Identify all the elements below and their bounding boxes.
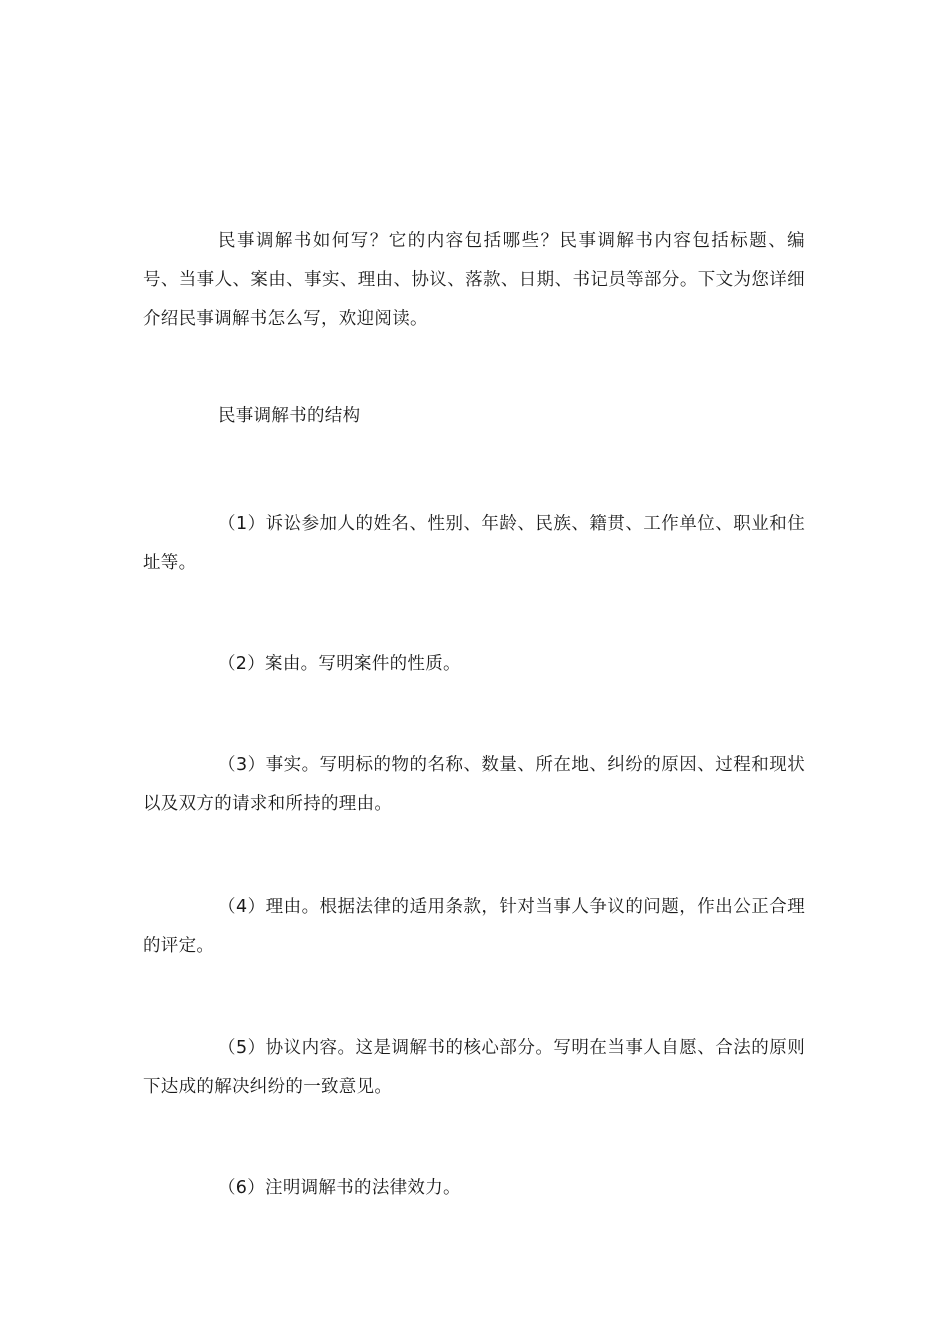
structure-item-3: （3）事实。写明标的物的名称、数量、所在地、纠纷的原因、过程和现状以及双方的请求和所持的理由。 bbox=[143, 755, 805, 814]
structure-item-4: （4）理由。根据法律的适用条款，针对当事人争议的问题，作出公正合理的评定。 bbox=[143, 897, 805, 956]
structure-item-1: （1）诉讼参加人的姓名、性别、年龄、民族、籍贯、工作单位、职业和住址等。 bbox=[143, 514, 805, 573]
structure-item-5: （5）协议内容。这是调解书的核心部分。写明在当事人自愿、合法的原则下达成的解决纠纷的一致意见。 bbox=[143, 1038, 805, 1097]
section-heading: 民事调解书的结构 bbox=[218, 406, 361, 426]
intro-paragraph: 民事调解书如何写？它的内容包括哪些？民事调解书内容包括标题、编号、当事人、案由、事实、理由、协议、落款、日期、书记员等部分。下文为您详细介绍民事调解书怎么写，欢迎阅读。 bbox=[143, 231, 805, 329]
structure-item-2: （2）案由。写明案件的性质。 bbox=[218, 654, 461, 674]
structure-item-6: （6）注明调解书的法律效力。 bbox=[218, 1178, 461, 1198]
